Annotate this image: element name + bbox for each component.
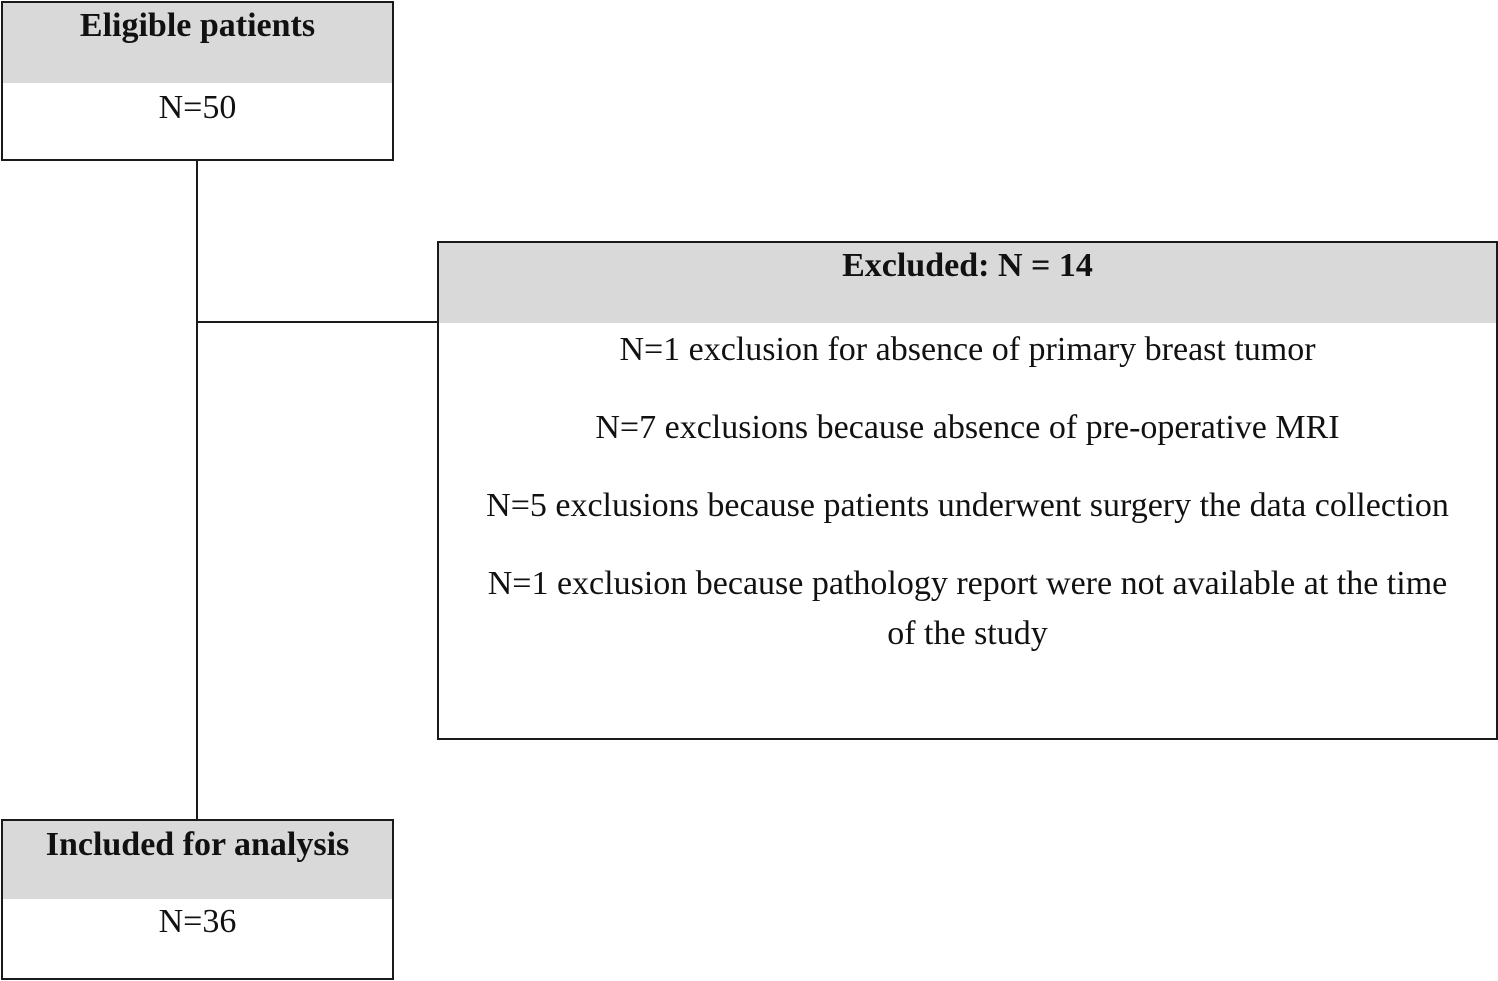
included-count: N=36: [158, 903, 237, 940]
exclusion-reasons-list: [439, 323, 1496, 659]
included-for-analysis-box: [1, 819, 394, 980]
flow-connector-vertical: [196, 161, 198, 820]
exclusion-reason: N=5 exclusions because patients underwent surgery the data collection: [486, 487, 1449, 524]
included-title: Included for analysis: [3, 821, 392, 899]
eligible-patients-title: Eligible patients: [3, 3, 392, 83]
exclusion-reason: N=1 exclusion because pathology report were not available at the time of the study: [487, 565, 1448, 652]
exclusion-reason: N=1 exclusion for absence of primary breast tumor: [619, 331, 1316, 368]
excluded-title: Excluded: N = 14: [439, 243, 1496, 323]
excluded-box: [437, 241, 1498, 740]
eligible-patients-box: [1, 1, 394, 161]
exclusion-reason: N=7 exclusions because absence of pre-operative MRI: [595, 409, 1340, 446]
flow-connector-to-excluded: [197, 321, 438, 323]
eligible-patients-count: N=50: [158, 89, 237, 126]
